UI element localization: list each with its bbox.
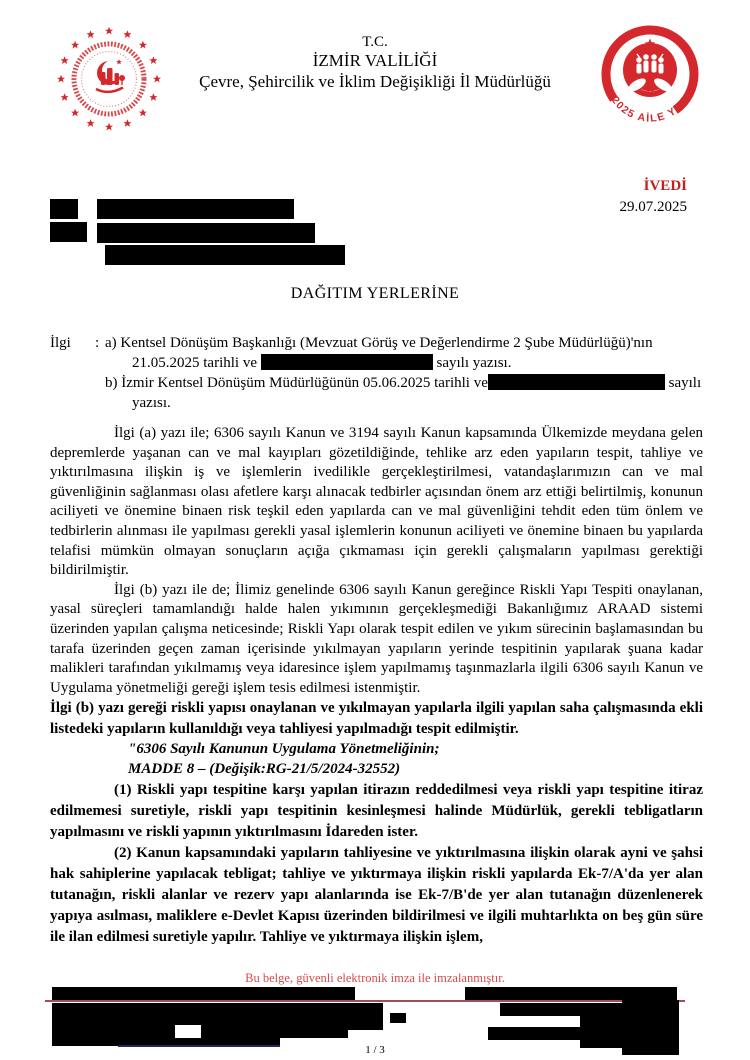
page-number: 1 / 3 [365,1044,385,1056]
quote-regulation-title: "6306 Sayılı Kanunun Uygulama Yönetmeliğinin; [128,741,440,758]
svg-text:2025 AİLE YILI [609,94,691,124]
redaction-bar-inline [488,374,665,390]
letterhead-governorship: İZMİR VALİLİĞİ [312,51,438,71]
reference-text: İzmir Kentsel Dönüşüm Müdürlüğünün 05.06.2025 tarihli ve [121,375,488,391]
reference-text: sayılı yazısı. [132,375,702,411]
family-year-arc-text: 2025 AİLE YILI [608,94,692,125]
redaction-block [580,1003,622,1048]
paragraph-ilgi-b: İlgi (b) yazı ile de; İlimiz genelinde 6306 sayılı Kanun gereğince Riskli Yapı Tespiti onaylanan, yasal süreçleri tamamlandığı halde halen yıkımının gerçekleşmediği Bakanlığımız ARAAD sistemi üzerinden yapılan çalışma neticesinde; Riskli Yapı olarak tespit edilen ve yıkım sürecinin başlamasından bu tarafa üzerinden geçen zaman içerisinde yıkılmayan yapıların yerinde tespitinin yapılarak şuana kadar malikleri tarafından yıkılmamış veya idaresince işlem yapılmamış taşınmazlarla ilgili 6306 sayılı Kanun ve Uygulama yönetmeliği gereği işlem tesis edilmesi istenmiştir. [50,581,703,696]
paragraph-clause-1: (1) Riskli yapı tespitine karşı yapılan itirazın reddedilmesi veya riskli yapı tespitine itiraz edilmemesi suretiyle, riskli yapı tespitinin kesinleşmesi halinde Müdürlük, gerekli tebligatların yapılmasını ve riskli yapının yıktırılmasını İdareden ister. [50,781,703,840]
reference-marker: a) [105,335,117,351]
reference-text: sayılı yazısı. [436,355,512,371]
redaction-bar [97,199,294,219]
reference-label: İlgi [50,335,71,351]
document-date: 29.07.2025 [619,199,687,215]
redaction-gap [175,1025,201,1038]
redaction-bar [97,223,315,243]
redaction-bar [465,987,677,1000]
reference-item-a [105,333,704,373]
redaction-block [390,1013,406,1023]
letterhead-directorate: Çevre, Şehircilik ve İklim Değişikliği İl Müdürlüğü [199,72,551,92]
quote-article-8: MADDE 8 – (Değişik:RG-21/5/2024-32552) [128,760,401,777]
paragraph-clause-2: (2) Kanun kapsamındaki yapıların tahliyesine ve yıktırılmasına ilişkin olarak ayni ve şahsi hak sahiplerine yapılacak tebligat; tahliye ve yıktırmaya ilişkin riskli yapılarda Ek-7/A'da yer alan tutanağın, riskli alanlar ve rezerv yapı alanlarında ise Ek-7/B'de yer alan tutanağın düzenlenerek yapıya asılması, maliklere e-Devlet Kapısı üzerinden bildirilmesi ve ilgili muhtarlıkta on beş gün süre ile ilan edilmesi suretiyle yapılır. Tahliye ve yıktırmaya ilişkin işlem, [50,844,703,945]
reference-item-b [105,373,704,413]
letterhead-tc: T.C. [362,34,388,50]
redaction-bar [105,245,345,265]
redaction-bar [50,199,78,219]
family-year-2025-icon [596,24,704,132]
urgency-label: İVEDİ [643,178,687,194]
redaction-bar [50,222,87,242]
reference-colon: : [95,335,100,351]
redaction-block [488,1027,598,1040]
esignature-separator-line [45,1000,685,1002]
esignature-note: Bu belge, güvenli elektronik imza ile imzalanmıştır. [245,971,505,985]
redaction-block [52,1003,383,1030]
reference-marker: b) [105,375,118,391]
letter-body [50,424,703,948]
reference-block [50,333,704,413]
distribution-title: DAĞITIM YERLERİNE [290,285,460,302]
redaction-bar [52,987,355,1000]
paragraph-finding: İlgi (b) yazı gereği riskli yapısı onaylanan ve yıkılmayan yapılarla ilgili yapılan saha çalışmasında ekli listedeki yapıların kullanıldığı veya tahliyesi yapılmadığı tespit edilmiştir. [50,700,703,738]
paragraph-ilgi-a: İlgi (a) yazı ile; 6306 sayılı Kanun ve 3194 sayılı Kanun kapsamında Ülkemizde meydana gelen depremlerde yaşanan can ve mal kayıpları gözetildiğinde, tehlike arz eden yapıların tespit, tahliye ve yıktırılmasına ilişkin iş ve işlemlerin ivedilikle gerçekleştirilmesi, vatandaşlarımızın can ve mal güvenliğinin sağlanması olası afetlere karşı alınacak tedbirler açısından önem arz ettiği belirtilmiş, konunun aciliyeti ve önemine binaen risk teşkil eden yapılarda can ve mal güvenliğini tehdit eden tüm önlem ve tedbirlerin alınması ile yapılması gerekli yasal işlemlerin konunun aciliyeti ve önemine binaen bu yapılarda telafisi mümkün olmayan sonuçların açığa çıkmaması için gerekli çalışmaların yapılması gerektiği bildirilmiştir. [50,425,703,579]
redaction-bar-inline [261,354,433,370]
reference-text: Kentsel Dönüşüm Başkanlığı (Mevzuat Görüş ve Değerlendirme 2 Şube Müdürlüğü)'nın 21.05.2025 tarihli ve [120,335,653,371]
